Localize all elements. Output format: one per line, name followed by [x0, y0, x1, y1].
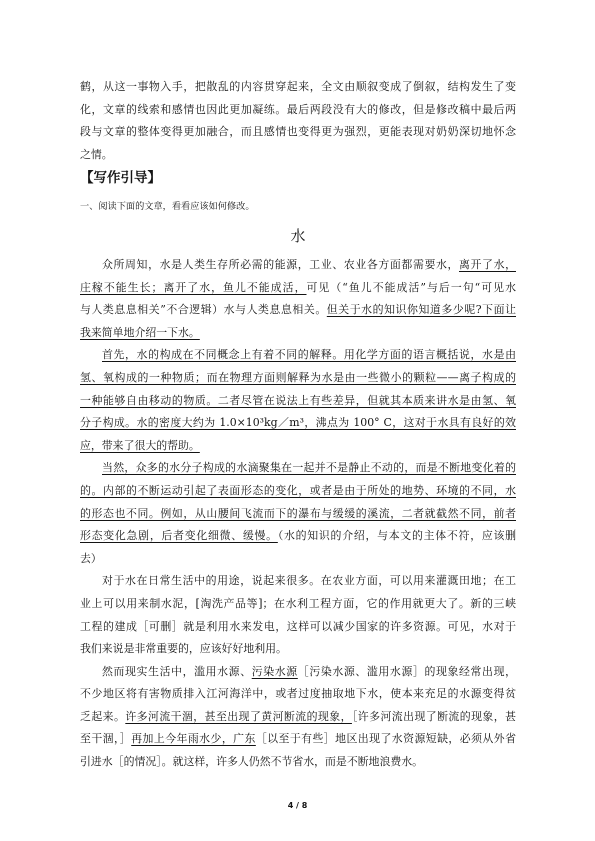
- text-segment: 工程的建成［可删］就是利用水来发电，这样可以减少国家的许多资源。可见，水对于: [80, 619, 516, 633]
- text-segment: 众所周知，水是人类生存所必需的能源，工业、农业各方面都需要水，: [102, 258, 460, 271]
- text-line: [80, 144, 516, 167]
- underlined-text: 氢、氧构成的一种物质；而在物理方面则解释为水是由一些微小的颗粒——离子构成的: [80, 370, 516, 384]
- text-segment: 然而现实生活中，滥用水源、: [102, 664, 252, 678]
- text-line: [80, 121, 516, 144]
- text-line: [80, 277, 516, 300]
- text-segment: 乏起来。: [80, 709, 126, 723]
- page-number: 4 / 8: [287, 801, 308, 810]
- underlined-text: 形态变化急剧，后者变化细微、缓慢。: [80, 529, 278, 543]
- text-segment: 化，文章的线索和感情也因此更加凝练。最后两段没有大的修改，但是修改稿中最后两: [80, 102, 516, 116]
- underlined-text: 当然，众多的水分子构成的水滴聚集在一起并不是静止不动的，而是不断地变化着的: [102, 461, 516, 475]
- article-body: [80, 254, 516, 774]
- text-line: [80, 299, 516, 322]
- underlined-text: 分子构成。水的密度大约为 1.0×10³kg／m³，沸点为 100° C，这对于水具有良好的效: [80, 416, 516, 430]
- text-line: [80, 638, 516, 661]
- underlined-text: 离开了水，: [459, 258, 516, 271]
- text-line: [80, 570, 516, 593]
- underlined-text: 一种能够自由移动的物质。二者尽管在说法上有些差异，但就其本质来讲水是由氢、氧: [80, 393, 516, 407]
- text-line: [80, 706, 516, 729]
- underlined-text: 首先，水的构成在不同概念上有着不同的解释。用化学方面的语言概括说，水是由: [102, 348, 516, 362]
- text-segment: 引进水［的情况］。就这样，许多人仍然不节省水，而是不断地浪费水。: [80, 755, 424, 769]
- intro-text: [80, 76, 516, 166]
- text-line: [80, 99, 516, 122]
- text-segment: ［以至于有些］地区出现了水资源短缺，必须从外省: [255, 732, 516, 746]
- article-paragraph: [80, 254, 516, 344]
- text-line: [80, 616, 516, 639]
- underlined-text: 的。内部的不断运动引起了表面形态的变化，或者是由于所处的地势、环境的不同，水: [80, 483, 516, 497]
- text-segment: 不少地区将有害物质排入江河海洋中，或者过度抽取地下水，使本来充足的水源变得贫: [80, 687, 516, 701]
- text-segment: ［许多河流出现了断流的现象，甚: [351, 709, 516, 723]
- text-line: [80, 593, 516, 616]
- article-paragraph: [80, 344, 516, 457]
- text-segment: 业上可以用来制水泥，[淘洗产品等]；在水利工程方面，它的作用就更大了。新的三峡: [80, 596, 516, 610]
- text-segment: 我们来说是非常重要的，应该好好地利用。: [80, 642, 287, 656]
- article-paragraph: [80, 661, 516, 774]
- text-line: [80, 390, 516, 413]
- text-line: [80, 76, 516, 99]
- section-heading: 【写作引导】: [80, 170, 161, 186]
- underlined-text: 应，带来了很大的帮助。: [80, 438, 200, 452]
- text-segment: 可见（“鱼儿不能成活”与后一句“可见水: [306, 280, 516, 294]
- text-segment: 鹤，从这一事物入手，把散乱的内容贯穿起来，全文由顺叙变成了倒叙，结构发生了变: [80, 80, 516, 93]
- text-line: [80, 751, 516, 774]
- text-line: [80, 322, 516, 345]
- text-line: [80, 728, 516, 751]
- text-line: [80, 525, 516, 548]
- text-line: [80, 480, 516, 503]
- text-line: [80, 367, 516, 390]
- text-segment: 至干涸，］: [80, 732, 132, 746]
- text-line: [80, 344, 516, 367]
- underlined-text: 再加上今年雨水少，广东: [131, 732, 256, 746]
- underlined-text: 庄稼不能生长；离开了水，鱼儿不能成活，: [80, 280, 307, 294]
- underlined-text: 但关于水的知识你知道多少呢?下面让: [326, 303, 516, 317]
- underlined-text: 污染水源: [251, 664, 298, 678]
- text-line: [80, 457, 516, 480]
- exercise-instruction: 一、阅读下面的文章，看看应该如何修改。: [80, 201, 255, 212]
- text-segment: 之情。: [80, 147, 113, 161]
- text-line: [80, 548, 516, 571]
- text-segment: 与人类息息相关”不合逻辑）水与人类息息相关。: [80, 303, 327, 317]
- text-segment: ［污染水源、滥用水源］的现象经常出现，: [297, 664, 516, 678]
- text-line: [80, 254, 516, 277]
- text-line: [80, 683, 516, 706]
- article-title: 水: [290, 227, 306, 245]
- article-paragraph: [80, 457, 516, 570]
- intro-paragraph: [80, 76, 516, 166]
- underlined-text: 许多河流干涸，甚至出现了黄河断流的现象，: [125, 709, 352, 723]
- underlined-text: 我来简单地介绍一下水。: [80, 325, 200, 339]
- text-line: [80, 435, 516, 458]
- text-segment: 对于水在日常生活中的用途，说起来很多。在农业方面，可以用来灌溉田地；在工: [102, 574, 516, 588]
- article-paragraph: [80, 570, 516, 660]
- text-line: [80, 412, 516, 435]
- text-line: [80, 503, 516, 526]
- text-segment: 去）: [80, 551, 102, 565]
- text-segment: （水的知识的介绍，与本文的主体不符，应该删: [277, 529, 516, 543]
- text-segment: 段与文章的整体变得更加融合，而且感情也变得更为强烈，更能表现对奶奶深切地怀念: [80, 125, 516, 139]
- text-line: [80, 661, 516, 684]
- underlined-text: 的形态也不同。例如，从山腰间飞流而下的瀑布与缓缓的溪流，二者就截然不同，前者: [80, 506, 516, 520]
